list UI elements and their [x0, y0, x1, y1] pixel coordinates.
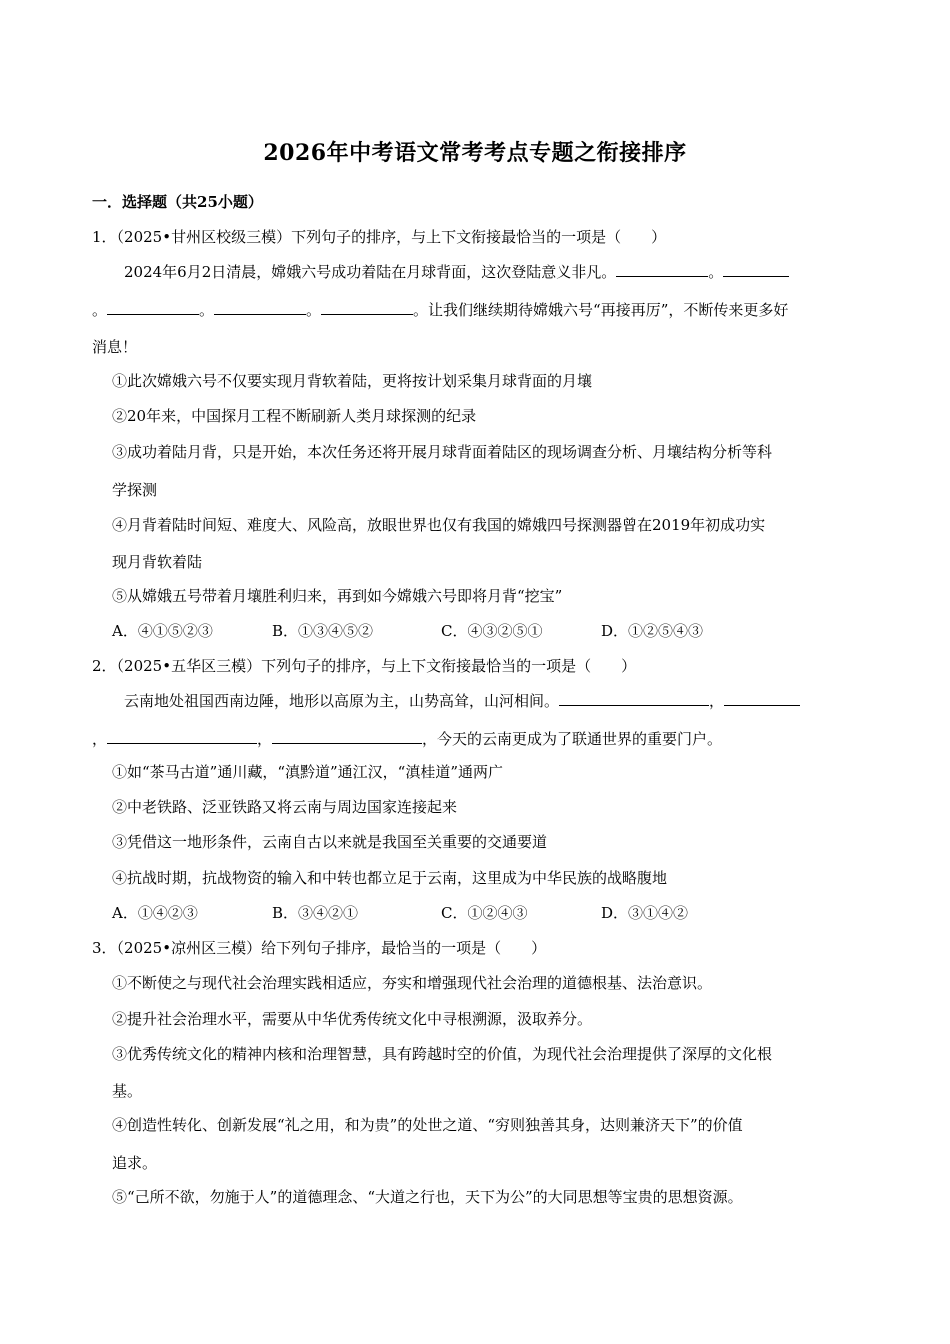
question-2-sentence-2: ②中老铁路、泛亚铁路又将云南与周边国家连接起来: [112, 798, 458, 816]
answer-blank: [559, 691, 709, 706]
question-3-sentence-4: ④创造性转化、创新发展“礼之用，和为贵”的处世之道、“穷则独善其身，达则兼济天下”的价值: [112, 1116, 743, 1134]
question-1-sentence-5: ⑤从嫦娥五号带着月壤胜利归来，再到如今嫦娥六号即将月背“挖宝”: [112, 587, 563, 605]
question-3-sentence-3: ③优秀传统文化的精神内核和治理智慧，具有跨越时空的价值，为现代社会治理提供了深厚的文化根: [112, 1045, 773, 1063]
question-1-sentence-1: ①此次嫦娥六号不仅要实现月背软着陆，更将按计划采集月球背面的月壤: [112, 372, 593, 390]
question-2-sentence-3: ③凭借这一地形条件，云南自古以来就是我国至关重要的交通要道: [112, 833, 548, 851]
question-3-sentence-3-cont: 基。: [112, 1082, 143, 1100]
question-3-stem: （2025•凉州区三模）给下列句子排序，最恰当的一项是（ ）: [116, 939, 547, 957]
document-title: 2026年中考语文常考考点专题之衔接排序: [263, 140, 687, 166]
question-2-stem: （2025•五华区三模）下列句子的排序，与上下文衔接最恰当的一项是（ ）: [116, 657, 637, 675]
question-2-option-a[interactable]: A．①④②③: [112, 904, 198, 922]
question-3-sentence-4-cont: 追求。: [112, 1154, 158, 1172]
question-2-passage-line1: 云南地处祖国西南边陲，地形以高原为主，山势高耸，山河相间。 ，: [124, 691, 800, 711]
question-3-sentence-1: ①不断使之与现代社会治理实践相适应，夯实和增强现代社会治理的道德根基、法治意识。: [112, 974, 713, 992]
question-1: [92, 227, 666, 247]
answer-blank: [214, 300, 306, 315]
answer-blank: [107, 300, 199, 315]
answer-blank: [723, 262, 789, 277]
question-1-option-c[interactable]: C．④③②⑤①: [441, 622, 543, 640]
question-2-sentence-1: ①如“茶马古道”通川藏，“滇黔道”通江汉，“滇桂道”通两广: [112, 763, 504, 781]
question-3-number: 3．: [92, 939, 117, 957]
question-2-sentence-4: ④抗战时期，抗战物资的输入和中转也都立足于云南，这里成为中华民族的战略腹地: [112, 869, 668, 887]
question-1-option-a[interactable]: A．④①⑤②③: [112, 622, 213, 640]
answer-blank: [107, 729, 257, 744]
question-2-number: 2．: [92, 657, 117, 675]
section-header: 一．选择题（共25小题）: [92, 193, 263, 211]
question-1-sentence-3: ③成功着陆月背，只是开始，本次任务还将开展月球背面着陆区的现场调查分析、月壤结构分析等科: [112, 443, 773, 461]
answer-blank: [724, 691, 800, 706]
question-2: [92, 656, 636, 676]
question-3: [92, 938, 546, 958]
question-2-option-c[interactable]: C．①②④③: [441, 904, 528, 922]
answer-blank: [321, 300, 413, 315]
question-1-sentence-3-cont: 学探测: [112, 481, 158, 499]
question-1-passage-line3: 消息！: [92, 338, 138, 356]
question-1-sentence-2: ②20年来，中国探月工程不断刷新人类月球探测的纪录: [112, 407, 477, 425]
question-2-option-b[interactable]: B．③④②①: [272, 904, 359, 922]
question-1-sentence-4-cont: 现月背软着陆: [112, 553, 203, 571]
question-2-option-d[interactable]: D．③①④②: [601, 904, 689, 922]
question-2-passage-line2: ， ， ，今天的云南更成为了联通世界的重要门户。: [92, 730, 723, 748]
question-1-sentence-4: ④月背着陆时间短、难度大、风险高，放眼世界也仅有我国的嫦娥四号探测器曾在2019年初成功实: [112, 516, 766, 534]
answer-blank: [616, 262, 708, 277]
question-1-option-d[interactable]: D．①②⑤④③: [601, 622, 704, 640]
question-3-sentence-2: ②提升社会治理水平，需要从中华优秀传统文化中寻根溯源，汲取养分。: [112, 1010, 593, 1028]
question-1-passage-line1: 2024年6月2日清晨，嫦娥六号成功着陆在月球背面，这次登陆意义非凡。 。: [124, 262, 789, 282]
question-1-passage-line2: 。 。 。 。让我们继续期待嫦娥六号“再接再厉”，不断传来更多好: [92, 301, 789, 319]
question-1-stem: （2025•甘州区校级三模）下列句子的排序，与上下文衔接最恰当的一项是（ ）: [116, 228, 667, 246]
question-3-sentence-5: ⑤“己所不欲，勿施于人”的道德理念、“大道之行也，天下为公”的大同思想等宝贵的思想资源。: [112, 1188, 743, 1206]
answer-blank: [272, 729, 422, 744]
question-1-option-b[interactable]: B．①③④⑤②: [272, 622, 374, 640]
question-1-number: 1．: [92, 228, 117, 246]
